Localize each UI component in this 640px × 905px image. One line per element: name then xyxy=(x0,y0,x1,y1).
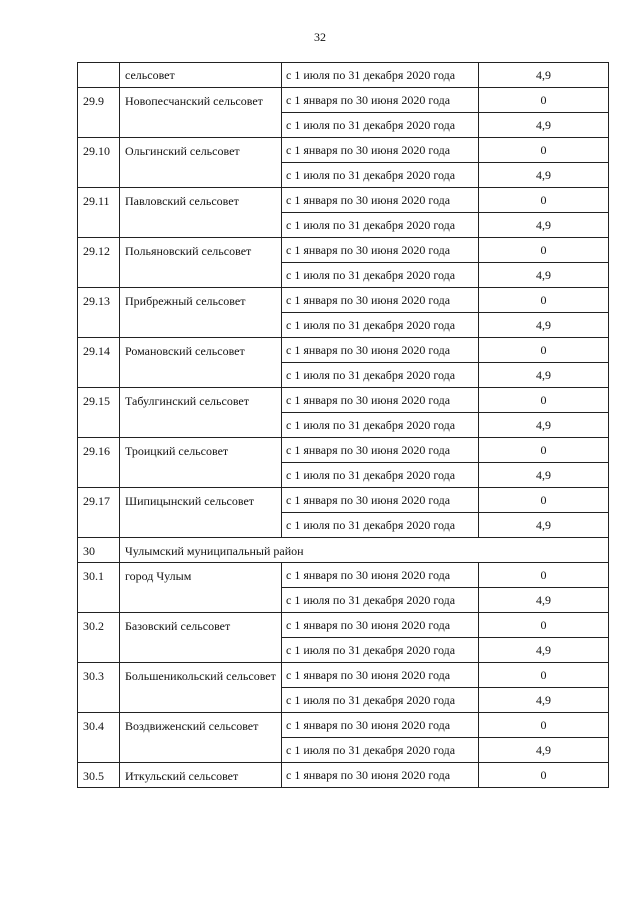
row-number: 29.9 xyxy=(78,88,120,138)
row-number: 29.17 xyxy=(78,488,120,538)
settlement-name: город Чулым xyxy=(120,563,282,613)
settlement-name: Романовский сельсовет xyxy=(120,338,282,388)
district-header-row xyxy=(78,538,609,563)
period-cell: с 1 января по 30 июня 2020 года xyxy=(282,188,479,213)
settlement-name: сельсовет xyxy=(120,63,282,88)
row-number: 29.11 xyxy=(78,188,120,238)
row-number: 30.1 xyxy=(78,563,120,613)
rate-cell: 0 xyxy=(479,288,609,313)
rate-cell: 0 xyxy=(479,763,609,788)
rate-cell: 4,9 xyxy=(479,313,609,338)
rate-cell: 4,9 xyxy=(479,588,609,613)
table-row xyxy=(78,138,609,163)
rate-cell: 0 xyxy=(479,138,609,163)
period-cell: с 1 января по 30 июня 2020 года xyxy=(282,438,479,463)
rate-cell: 0 xyxy=(479,488,609,513)
period-cell: с 1 января по 30 июня 2020 года xyxy=(282,388,479,413)
settlement-name: Большеникольский сельсовет xyxy=(120,663,282,713)
table-row xyxy=(78,563,609,588)
rate-cell: 0 xyxy=(479,188,609,213)
period-cell: с 1 июля по 31 декабря 2020 года xyxy=(282,513,479,538)
row-number: 30.5 xyxy=(78,763,120,788)
tax-rate-table xyxy=(77,62,609,788)
rate-cell: 4,9 xyxy=(479,113,609,138)
rate-cell: 4,9 xyxy=(479,63,609,88)
rate-cell: 4,9 xyxy=(479,413,609,438)
row-number: 30.4 xyxy=(78,713,120,763)
period-cell: с 1 июля по 31 декабря 2020 года xyxy=(282,638,479,663)
period-cell: с 1 января по 30 июня 2020 года xyxy=(282,338,479,363)
settlement-name: Шипицынский сельсовет xyxy=(120,488,282,538)
period-cell: с 1 января по 30 июня 2020 года xyxy=(282,763,479,788)
district-name: Чулымский муниципальный район xyxy=(120,538,609,563)
row-number: 30.2 xyxy=(78,613,120,663)
period-cell: с 1 июля по 31 декабря 2020 года xyxy=(282,113,479,138)
period-cell: с 1 января по 30 июня 2020 года xyxy=(282,88,479,113)
table-row xyxy=(78,488,609,513)
table-row xyxy=(78,88,609,113)
row-number xyxy=(78,63,120,88)
period-cell: с 1 января по 30 июня 2020 года xyxy=(282,488,479,513)
period-cell: с 1 июля по 31 декабря 2020 года xyxy=(282,588,479,613)
table-row xyxy=(78,188,609,213)
period-cell: с 1 июля по 31 декабря 2020 года xyxy=(282,63,479,88)
row-number: 29.10 xyxy=(78,138,120,188)
table-row xyxy=(78,763,609,788)
rate-cell: 4,9 xyxy=(479,513,609,538)
rate-cell: 0 xyxy=(479,388,609,413)
rate-cell: 0 xyxy=(479,438,609,463)
period-cell: с 1 июля по 31 декабря 2020 года xyxy=(282,738,479,763)
period-cell: с 1 июля по 31 декабря 2020 года xyxy=(282,163,479,188)
table-row xyxy=(78,438,609,463)
period-cell: с 1 января по 30 июня 2020 года xyxy=(282,713,479,738)
table-row xyxy=(78,663,609,688)
period-cell: с 1 января по 30 июня 2020 года xyxy=(282,563,479,588)
table-row xyxy=(78,613,609,638)
rate-cell: 4,9 xyxy=(479,463,609,488)
rate-cell: 0 xyxy=(479,563,609,588)
table-row xyxy=(78,338,609,363)
settlement-name: Иткульский сельсовет xyxy=(120,763,282,788)
rate-cell: 0 xyxy=(479,663,609,688)
rate-cell: 4,9 xyxy=(479,638,609,663)
period-cell: с 1 января по 30 июня 2020 года xyxy=(282,238,479,263)
settlement-name: Ольгинский сельсовет xyxy=(120,138,282,188)
settlement-name: Польяновский сельсовет xyxy=(120,238,282,288)
rate-cell: 0 xyxy=(479,238,609,263)
settlement-name: Прибрежный сельсовет xyxy=(120,288,282,338)
period-cell: с 1 января по 30 июня 2020 года xyxy=(282,288,479,313)
table-row xyxy=(78,713,609,738)
settlement-name: Павловский сельсовет xyxy=(120,188,282,238)
row-number: 29.15 xyxy=(78,388,120,438)
row-number: 30 xyxy=(78,538,120,563)
rate-cell: 4,9 xyxy=(479,263,609,288)
period-cell: с 1 января по 30 июня 2020 года xyxy=(282,663,479,688)
period-cell: с 1 июля по 31 декабря 2020 года xyxy=(282,263,479,288)
settlement-name: Воздвиженский сельсовет xyxy=(120,713,282,763)
rate-cell: 0 xyxy=(479,713,609,738)
period-cell: с 1 января по 30 июня 2020 года xyxy=(282,613,479,638)
rate-cell: 0 xyxy=(479,338,609,363)
settlement-name: Базовский сельсовет xyxy=(120,613,282,663)
table-body xyxy=(78,63,609,788)
period-cell: с 1 июля по 31 декабря 2020 года xyxy=(282,213,479,238)
row-number: 30.3 xyxy=(78,663,120,713)
table-row xyxy=(78,63,609,88)
settlement-name: Новопесчанский сельсовет xyxy=(120,88,282,138)
rate-cell: 0 xyxy=(479,613,609,638)
table-row xyxy=(78,388,609,413)
row-number: 29.14 xyxy=(78,338,120,388)
table-row xyxy=(78,238,609,263)
period-cell: с 1 июля по 31 декабря 2020 года xyxy=(282,363,479,388)
table-row xyxy=(78,288,609,313)
page-number: 32 xyxy=(314,30,326,44)
row-number: 29.13 xyxy=(78,288,120,338)
period-cell: с 1 января по 30 июня 2020 года xyxy=(282,138,479,163)
rate-cell: 4,9 xyxy=(479,688,609,713)
settlement-name: Троицкий сельсовет xyxy=(120,438,282,488)
period-cell: с 1 июля по 31 декабря 2020 года xyxy=(282,313,479,338)
rate-cell: 0 xyxy=(479,88,609,113)
row-number: 29.16 xyxy=(78,438,120,488)
period-cell: с 1 июля по 31 декабря 2020 года xyxy=(282,413,479,438)
settlement-name: Табулгинский сельсовет xyxy=(120,388,282,438)
rate-cell: 4,9 xyxy=(479,363,609,388)
rate-cell: 4,9 xyxy=(479,163,609,188)
period-cell: с 1 июля по 31 декабря 2020 года xyxy=(282,688,479,713)
rate-cell: 4,9 xyxy=(479,738,609,763)
rate-cell: 4,9 xyxy=(479,213,609,238)
period-cell: с 1 июля по 31 декабря 2020 года xyxy=(282,463,479,488)
row-number: 29.12 xyxy=(78,238,120,288)
